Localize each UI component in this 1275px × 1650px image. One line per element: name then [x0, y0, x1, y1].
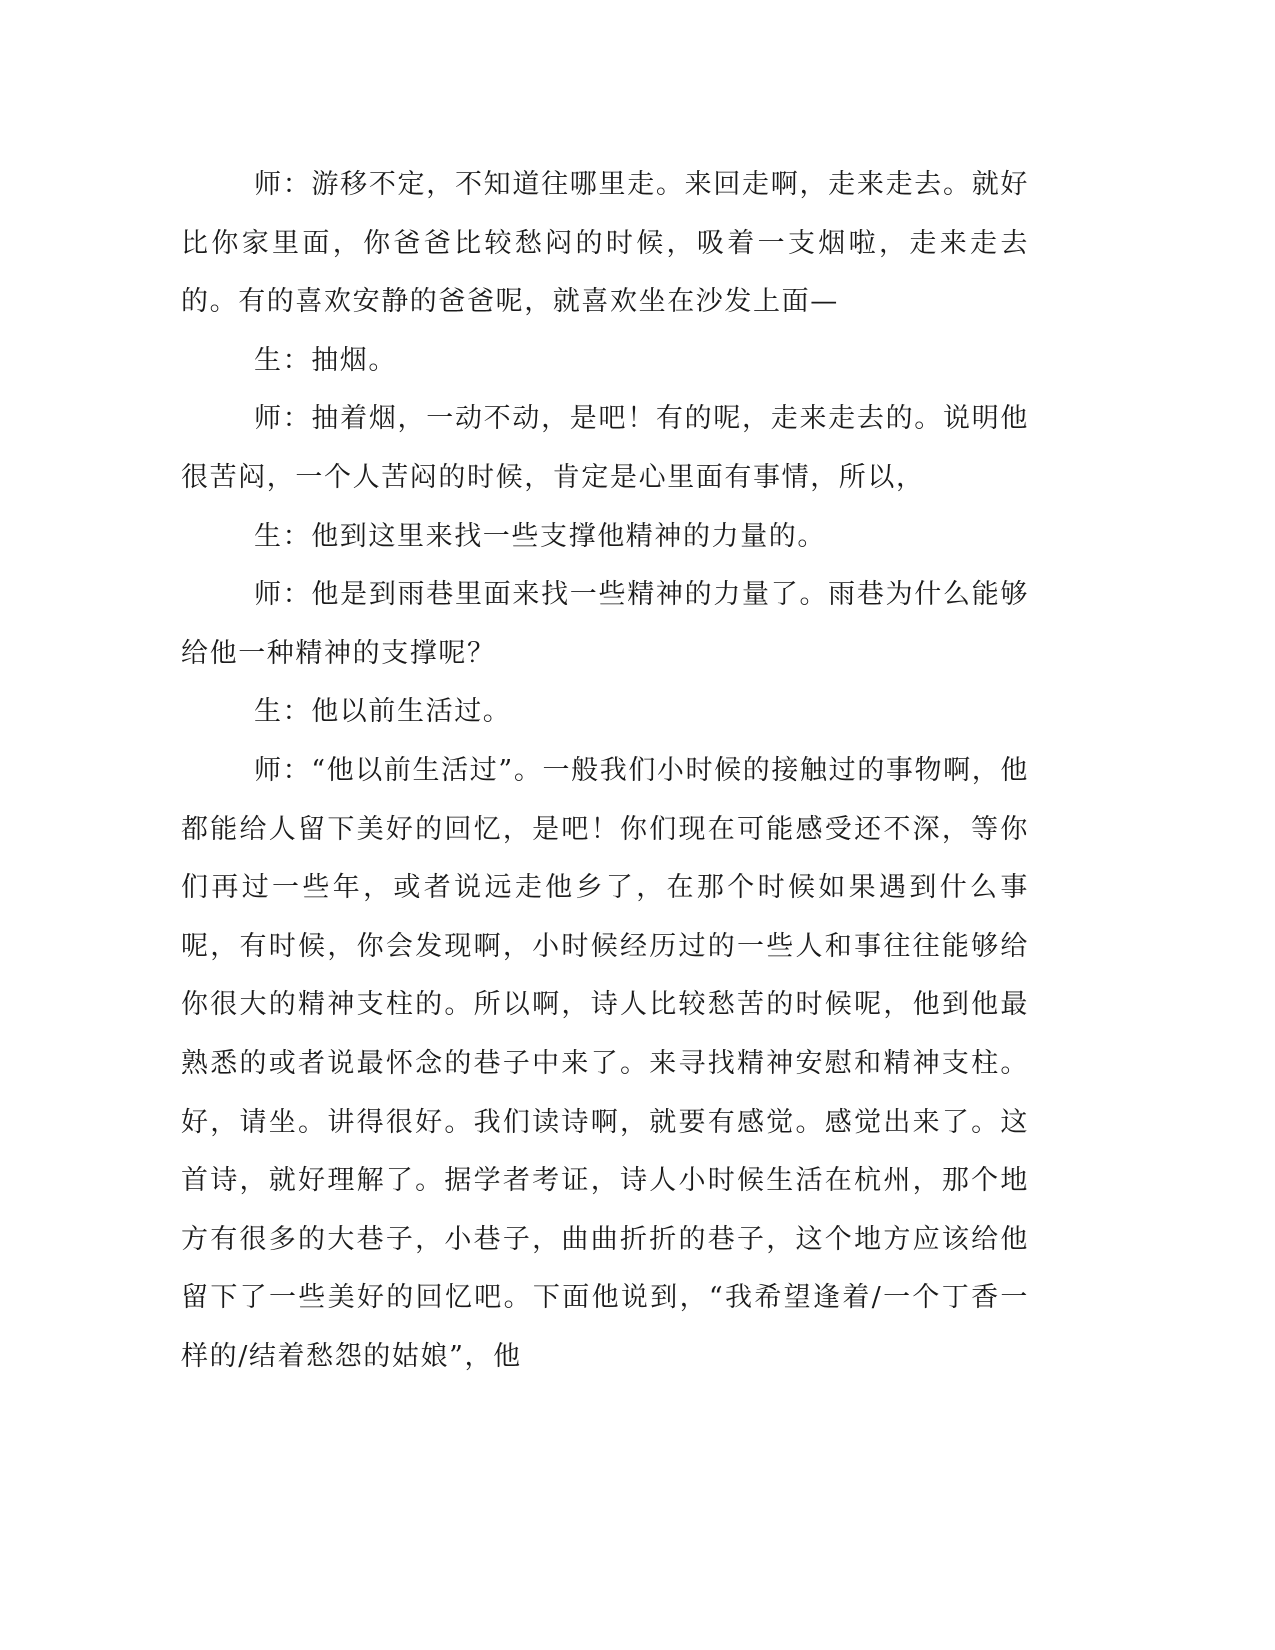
paragraph-teacher-4: 师：“他以前生活过”。一般我们小时候的接触过的事物啊，他都能给人留下美好的回忆，是吧！你们现在可能感受还不深，等你们再过一些年，或者说远走他乡了，在那个时候如果遇到什么事呢，有时候，你会发现啊，小时候经历过的一些人和事往往能够给你很大的精神支柱的。所以啊，诗人比较愁苦的时候呢，他到他最熟悉的或者说最怀念的巷子中来了。来寻找精神安慰和精神支柱。好，请坐。讲得很好。我们读诗啊，就要有感觉。感觉出来了。这首诗，就好理解了。据学者考证，诗人小时候生活在杭州，那个地方有很多的大巷子，小巷子，曲曲折折的巷子，这个地方应该给他留下了一些美好的回忆吧。下面他说到，“我希望逢着/一个丁香一样的/结着愁怨的姑娘”，他: [181, 754, 1029, 1372]
paragraph-teacher-1: 师：游移不定，不知道往哪里走。来回走啊，走来走去。就好比你家里面，你爸爸比较愁闷的时候，吸着一支烟啦，走来走去的。有的喜欢安静的爸爸呢，就喜欢坐在沙发上面—: [181, 169, 1029, 318]
paragraph-teacher-2: 师：抽着烟，一动不动，是吧！有的呢，走来走去的。说明他很苦闷，一个人苦闷的时候，肯定是心里面有事情，所以，: [181, 403, 1029, 493]
paragraph-student-2: 生：他到这里来找一些支撑他精神的力量的。: [254, 520, 826, 552]
document-body: [181, 156, 1029, 1386]
paragraph-teacher-3: 师：他是到雨巷里面来找一些精神的力量了。雨巷为什么能够给他一种精神的支撑呢？: [181, 579, 1029, 669]
paragraph-student-1: 生：抽烟。: [254, 344, 397, 376]
paragraph-student-3: 生：他以前生活过。: [254, 696, 512, 728]
